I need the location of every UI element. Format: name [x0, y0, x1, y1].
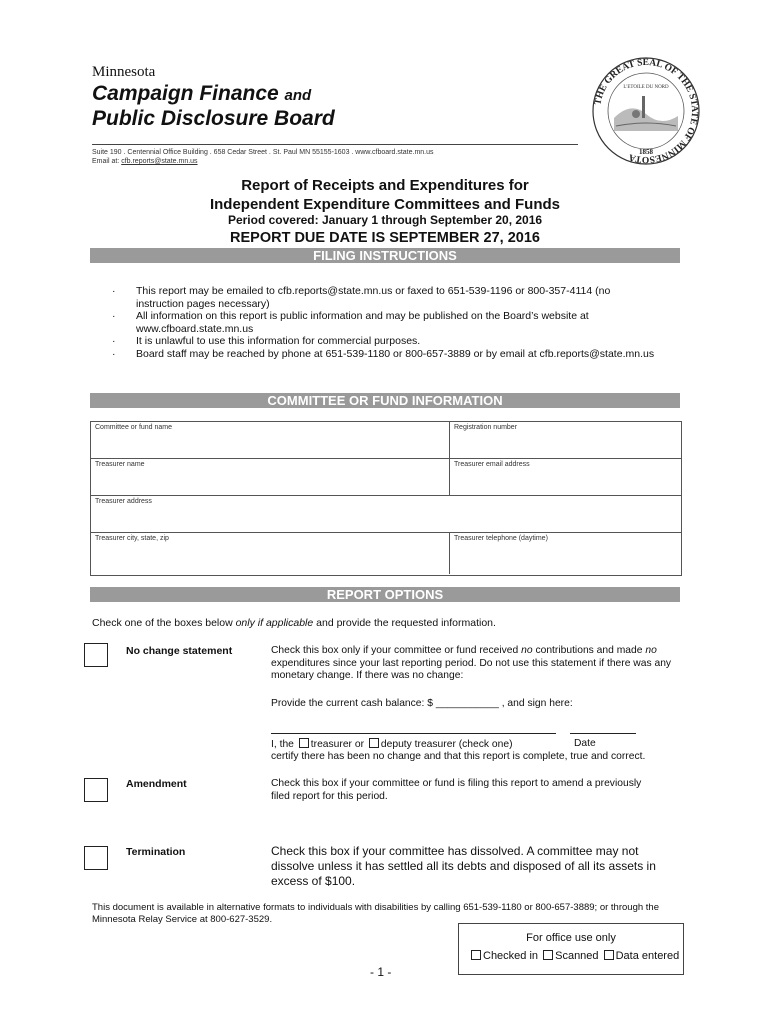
office-use-options: Checked in Scanned Data entered [459, 950, 683, 962]
no-change-label: No change statement [126, 645, 233, 657]
report-title: Report of Receipts and Expenditures for Independent Expenditure Committees and Funds [209, 177, 561, 213]
treasurer-phone-field[interactable]: Treasurer telephone (daytime) [449, 533, 681, 574]
board-and: and [284, 87, 312, 104]
termination-label: Termination [126, 846, 186, 858]
scanned-checkbox[interactable] [543, 950, 553, 960]
signer-role: I, the treasurer or deputy treasurer (check one) [271, 739, 513, 750]
board-line2: Public Disclosure Board [92, 107, 335, 130]
report-options-heading: REPORT OPTIONS [90, 587, 680, 602]
form-row [91, 533, 681, 574]
office-use-box [458, 923, 684, 975]
svg-text:1858: 1858 [639, 148, 653, 156]
form-row [91, 459, 681, 496]
list-item: · It is unlawful to use this information for commercial purposes. [112, 335, 421, 347]
treasurer-email-field[interactable]: Treasurer email address [449, 459, 681, 495]
amendment-description: Check this box if your committee or fund is filing this report to amend a previously filed report for this period. [271, 778, 642, 802]
contact-info [92, 148, 434, 166]
deputy-treasurer-checkbox[interactable] [369, 738, 379, 748]
certify-statement: certify there has been no change and that this report is complete, true and correct. [271, 751, 646, 762]
email-link[interactable]: cfb.reports@state.mn.us [121, 158, 198, 165]
treasurer-name-field[interactable]: Treasurer name [95, 461, 145, 468]
list-item: · All information on this report is public information and may be published on the Board’s website at www.cfboard.state.mn.us [112, 310, 589, 335]
termination-description: Check this box if your committee has dissolved. A committee may not dissolve unless it has settled all its debts and disposed of all its assets in excess of $100. [271, 844, 656, 888]
svg-text:THE GREAT SEAL OF THE STATE OF: THE GREAT SEAL OF THE STATE OF MINNESOTA [593, 57, 700, 165]
cash-balance-prompt: Provide the current cash balance: $ ___________ , and sign here: [271, 698, 573, 709]
termination-checkbox[interactable] [84, 846, 108, 870]
state-seal-icon [586, 56, 706, 166]
registration-number-field[interactable]: Registration number [449, 422, 681, 458]
signature-line[interactable] [271, 733, 556, 734]
form-row [91, 422, 681, 459]
list-item: · Board staff may be reached by phone at 651-539-1180 or 800-657-3889 or by email at cfb.reports@state.mn.us [112, 347, 655, 360]
office-use-title: For office use only [526, 932, 616, 944]
date-label: Date [574, 738, 596, 749]
filing-instructions-list [112, 285, 656, 360]
email-label: Email at: [92, 158, 122, 165]
committee-heading: COMMITTEE OR FUND INFORMATION [90, 393, 680, 408]
data-entered-checkbox[interactable] [604, 950, 614, 960]
accessibility-note: This document is available in alternative formats to individuals with disabilities by calling 651-539-1180 or 800-657-3889; or through the Minnesota Relay Service at 800-627-3529. [92, 902, 659, 925]
committee-name-field[interactable]: Committee or fund name [95, 424, 173, 431]
date-line[interactable] [570, 733, 636, 734]
no-change-description: Check this box only if your committee or fund received no contributions and made no expenditures since your last reporting period. Do not use this statement if there was any monetary change. If there was no change: [271, 645, 672, 681]
form-row [91, 496, 681, 533]
svg-text:L'ETOILE DU NORD: L'ETOILE DU NORD [623, 85, 669, 90]
address: Suite 190 . Centennial Office Building . 658 Cedar Street . St. Paul MN 55155-1603 . www.cfboard.state.mn.us [92, 149, 434, 156]
board-line1: Campaign Finance [92, 82, 279, 105]
no-change-checkbox[interactable] [84, 643, 108, 667]
treasurer-city-field[interactable]: Treasurer city, state, zip [95, 535, 169, 542]
page-number: - 1 - [370, 965, 392, 979]
state-name: Minnesota [92, 64, 156, 80]
list-item: · This report may be emailed to cfb.reports@state.mn.us or faxed to 651-539-1196 or 800-357-4114 (no instruction pages necessary) [112, 285, 611, 310]
board-name [92, 82, 335, 130]
checked-in-checkbox[interactable] [471, 950, 481, 960]
filing-instructions-heading: FILING INSTRUCTIONS [90, 248, 680, 263]
amendment-checkbox[interactable] [84, 778, 108, 802]
due-date: REPORT DUE DATE IS SEPTEMBER 27, 2016 [230, 230, 540, 246]
period-covered: Period covered: January 1 through September 20, 2016 [227, 213, 543, 227]
treasurer-address-field[interactable]: Treasurer address [95, 498, 152, 505]
amendment-label: Amendment [126, 778, 187, 790]
treasurer-checkbox[interactable] [299, 738, 309, 748]
options-intro: Check one of the boxes below only if applicable and provide the requested information. [92, 617, 496, 629]
header-divider [92, 144, 578, 145]
committee-form [90, 421, 682, 576]
